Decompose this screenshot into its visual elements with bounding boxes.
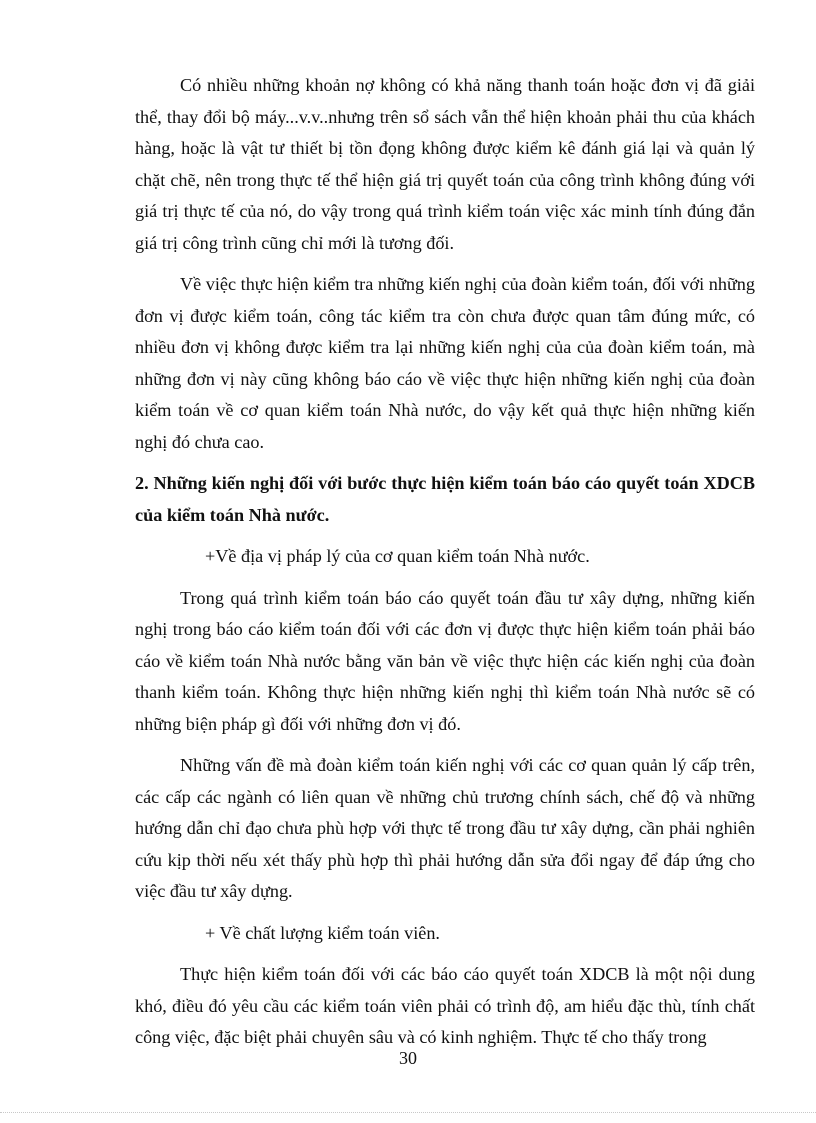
section-heading: 2. Những kiến nghị đối với bước thực hiện kiểm toán báo cáo quyết toán XDCB của kiểm toán Nhà nước. xyxy=(135,473,755,525)
paragraph-5: Thực hiện kiểm toán đối với các báo cáo quyết toán XDCB là một nội dung khó, điều đó yêu cầu các kiểm toán viên phải có trình độ, am hiểu đặc thù, tính chất công việc, đặc biệt phải chuyên sâu và có kinh nghiệm. Thực tế cho thấy trong xyxy=(135,964,755,1047)
paragraph-2: Về việc thực hiện kiểm tra những kiến nghị của đoàn kiểm toán, đối với những đơn vị được kiểm toán, công tác kiểm tra còn chưa được quan tâm đúng mức, có nhiều đơn vị không được kiểm tra lại những kiến nghị của của đoàn kiểm toán, mà những đơn vị này cũng không báo cáo về việc thực hiện những kiến nghị của đoàn kiểm toán về cơ quan kiểm toán Nhà nước, do vậy kết quả thực hiện những kiến nghị đó chưa cao. xyxy=(135,274,755,452)
subheading-auditor-quality: + Về chất lượng kiểm toán viên. xyxy=(205,922,440,943)
paragraph-1: Có nhiều những khoản nợ không có khả năng thanh toán hoặc đơn vị đã giải thể, thay đổi bộ máy...v.v..nhưng trên sổ sách vẫn thể hiện khoản phải thu của khách hàng, hoặc là vật tư thiết bị tồn đọng không được kiểm kê đánh giá lại và quản lý chặt chẽ, nên trong thực tế thể hiện giá trị quyết toán của công trình không đúng với giá trị thực tế của nó, do vậy trong quá trình kiểm toán việc xác minh tính đúng đắn giá trị công trình cũng chỉ mới là tương đối. xyxy=(135,75,755,253)
subheading-legal-status: +Về địa vị pháp lý của cơ quan kiểm toán Nhà nước. xyxy=(205,546,590,566)
document-body xyxy=(135,70,755,1054)
paragraph-3: Trong quá trình kiểm toán báo cáo quyết toán đầu tư xây dựng, những kiến nghị trong báo cáo kiểm toán đối với các đơn vị được thực hiện kiểm toán phải báo cáo về kiểm toán Nhà nước bằng văn bản về việc thực hiện các kiến nghị của đoàn thanh kiểm toán. Không thực hiện những kiến nghị thì kiểm toán Nhà nước sẽ có những biện pháp gì đối với những đơn vị đó. xyxy=(135,587,755,734)
bottom-divider xyxy=(0,1112,816,1113)
page-number: 30 xyxy=(399,1048,417,1068)
paragraph-4: Những vấn đề mà đoàn kiểm toán kiến nghị với các cơ quan quản lý cấp trên, các cấp các ngành có liên quan về những chủ trương chính sách, chế độ và những hướng dẫn chỉ đạo chưa phù hợp với thực tế trong đầu tư xây dựng, cần phải nghiên cứu kịp thời nếu xét thấy phù hợp thì phải hướng dẫn sửa đổi ngay để đáp ứng cho việc đầu tư xây dựng. xyxy=(135,755,755,901)
